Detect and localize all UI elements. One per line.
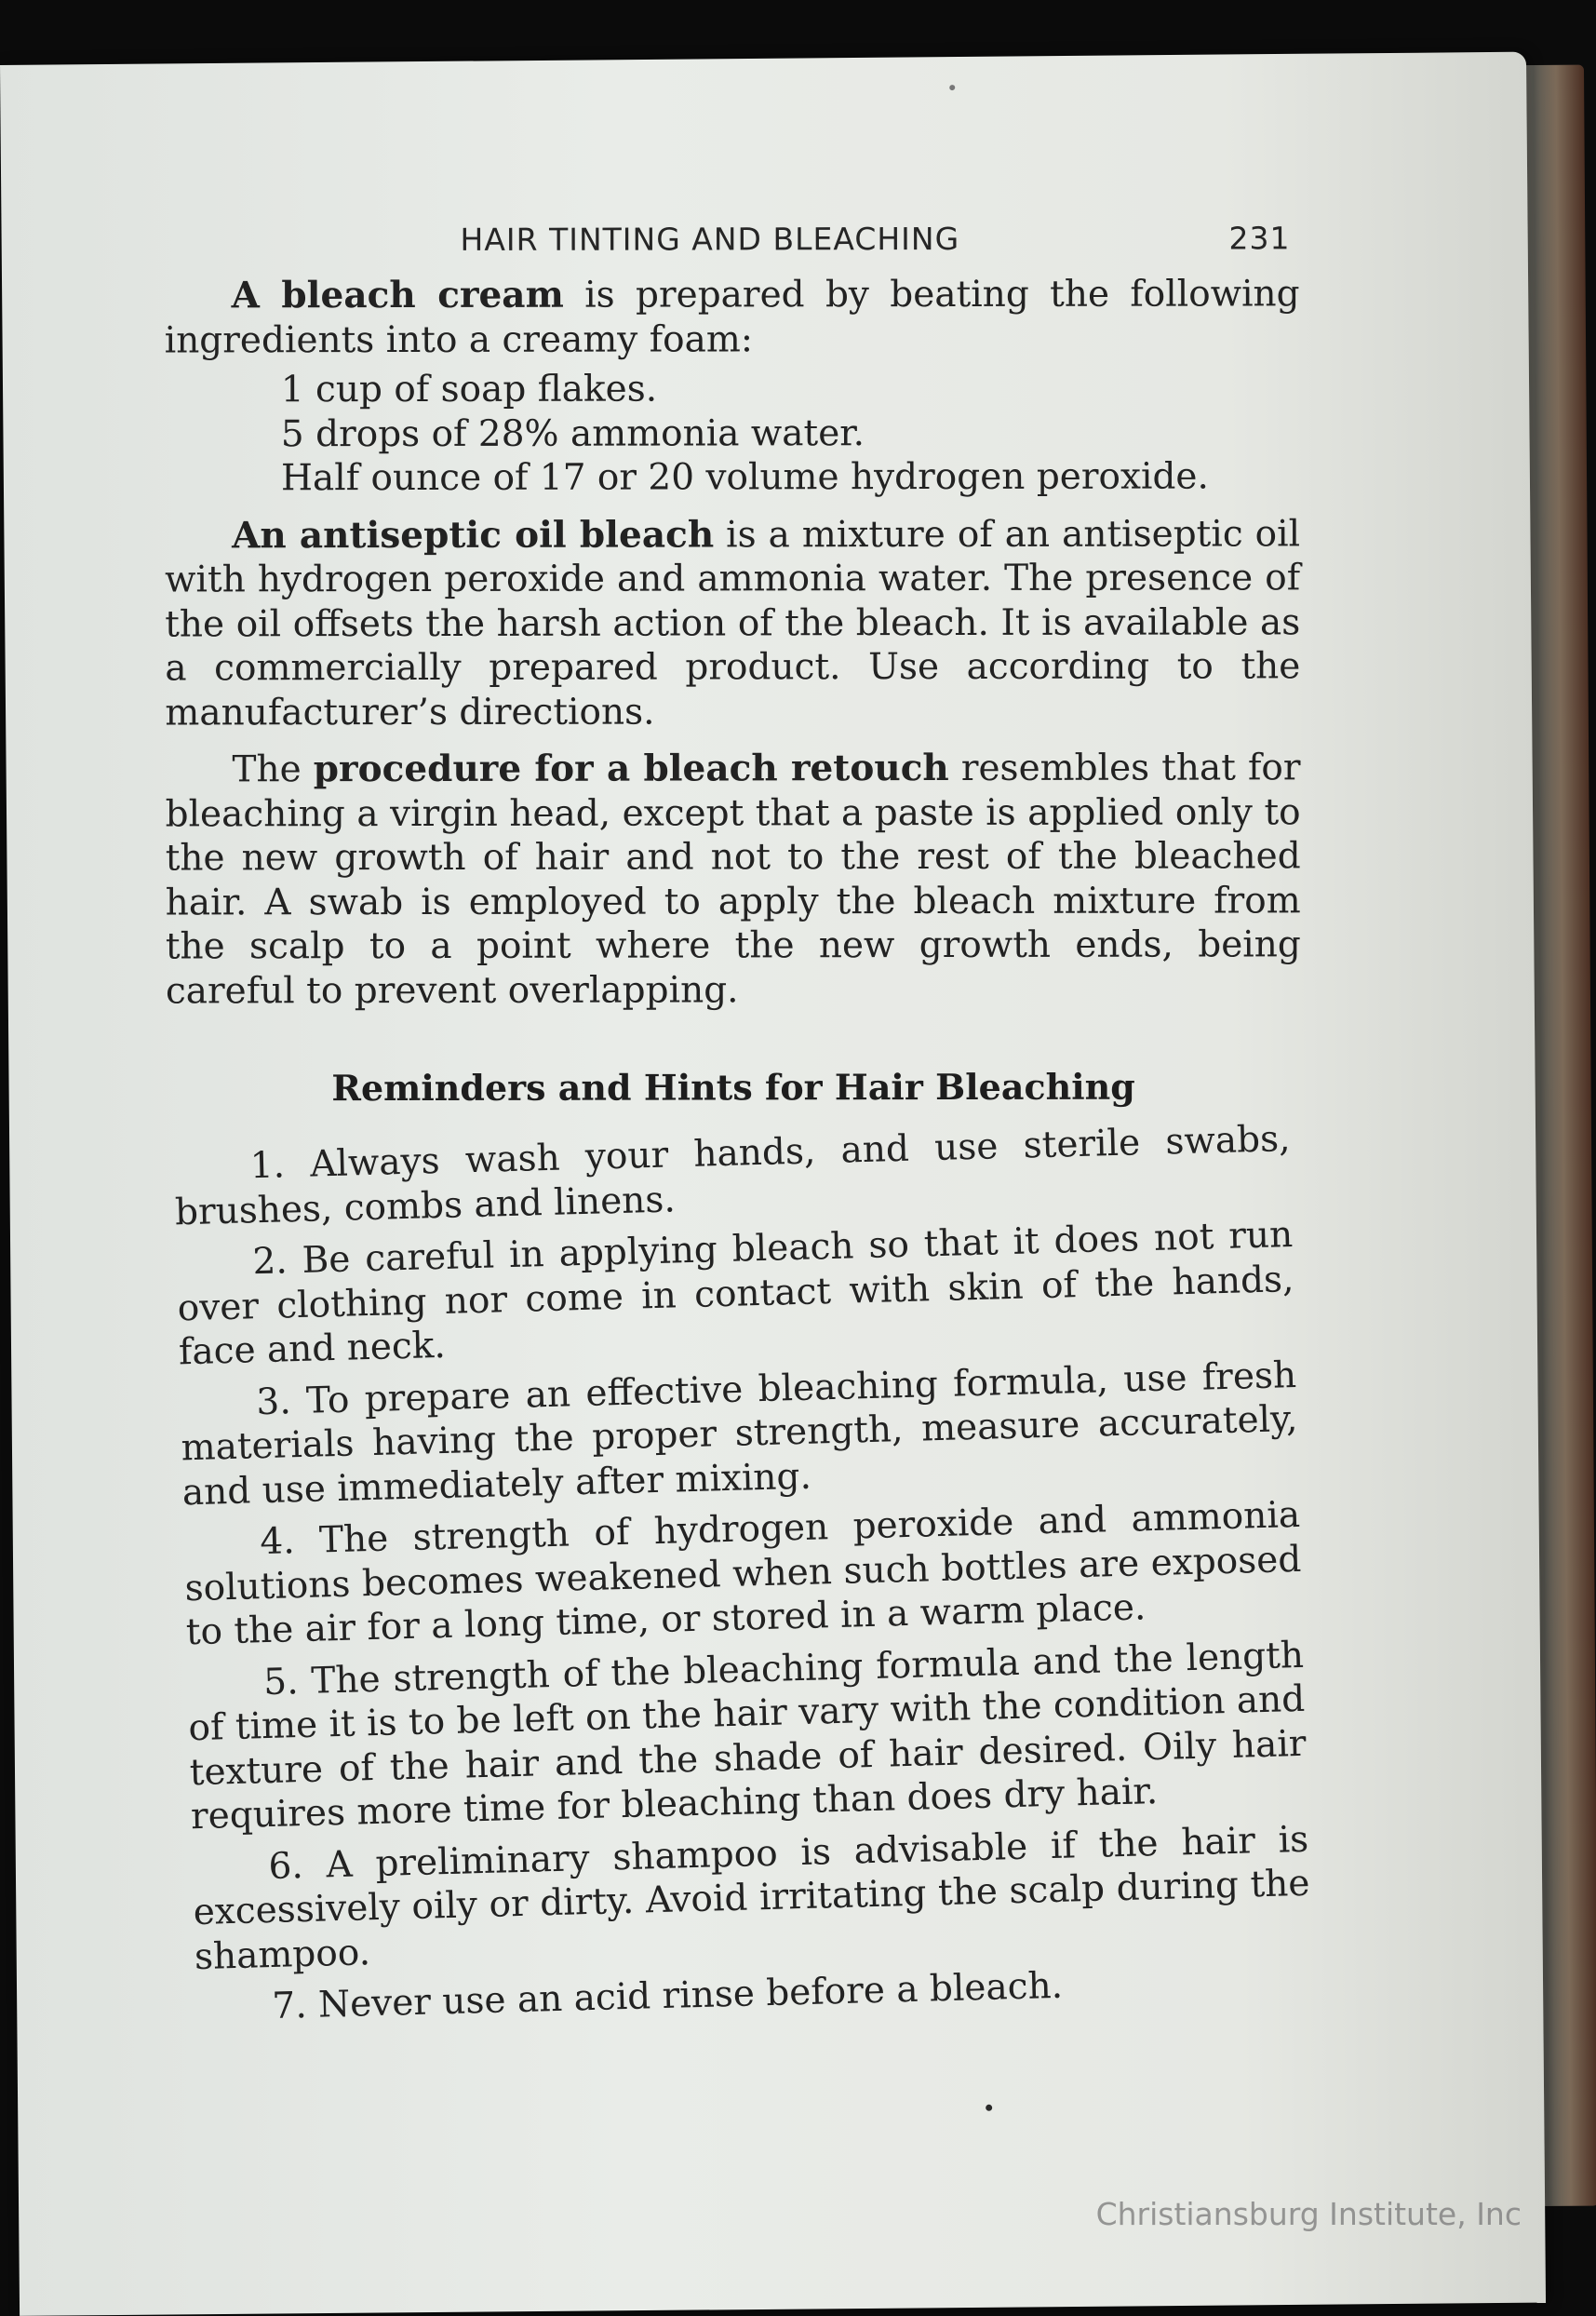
section-heading: Reminders and Hints for Hair Bleaching bbox=[331, 1065, 1135, 1110]
page-text bbox=[164, 220, 1310, 2039]
hints-list bbox=[173, 1117, 1312, 2031]
hint-item: 5. The strength of the bleaching formula and the length of time it is to be left on the hair vary with the condition and texture of the hair and the shade of hair desired. Oily hair requires more time for bleaching than does dry hair. bbox=[187, 1634, 1308, 1838]
hint-item: 3. To prepare an effective bleaching formula, use fresh materials having the proper strength, measure accurately, and use immediately after mixing. bbox=[181, 1353, 1298, 1514]
antiseptic-text: is a mixture of an antiseptic oil with hydrogen peroxide and ammonia water. The presence of the oil offsets the harsh action of the bleach. It is available as a commercially prepared product. Use according to the manufacturer’s directions. bbox=[165, 512, 1301, 734]
watermark: Christiansburg Institute, Inc bbox=[1095, 2196, 1522, 2232]
hint-item: 6. A preliminary shampoo is advisable if the hair is excessively oily or dirty. Avoid irritating the scalp during the shampoo. bbox=[193, 1818, 1310, 1978]
hint-item: 1. Always wash your hands, and use sterile swabs, brushes, combs and linens. bbox=[174, 1118, 1292, 1233]
retouch-text: resembles that for bleaching a virgin head, except that a paste is applied only to the new growth of hair and not to the rest of the bleached hair. A swab is employed to apply the bleach mixture from the scalp to a point where the new growth ends, being careful to prevent overlapping. bbox=[165, 747, 1301, 1012]
retouch-paragraph bbox=[165, 746, 1300, 1013]
formula-line: 5 drops of 28% ammonia water. bbox=[280, 411, 865, 455]
formula-line: 1 cup of soap flakes. bbox=[280, 368, 658, 411]
bleach-cream-term: A bleach cream bbox=[231, 273, 564, 317]
ink-speck bbox=[949, 85, 955, 90]
bleach-cream-paragraph bbox=[165, 272, 1300, 362]
page-number: 231 bbox=[1228, 220, 1291, 257]
antiseptic-term: An antiseptic oil bleach bbox=[232, 512, 715, 557]
running-head-title: HAIR TINTING AND BLEACHING bbox=[460, 220, 960, 258]
bleach-cream-text: is prepared by beating the following ingredients into a creamy foam: bbox=[164, 273, 1300, 361]
hint-item: 2. Be careful in applying bleach so that it does not run over clothing nor come in contact with skin of the hands, face and neck. bbox=[177, 1214, 1294, 1374]
formula-line: Half ounce of 17 or 20 volume hydrogen peroxide. bbox=[280, 455, 1209, 500]
ink-speck bbox=[986, 2105, 992, 2111]
retouch-term: procedure for a bleach retouch bbox=[313, 746, 949, 791]
antiseptic-paragraph bbox=[165, 512, 1300, 735]
hint-item: 4. The strength of hydrogen peroxide and ammonia solutions becomes weakened when such bottles are exposed to the air for a long time, or stored in a warm place. bbox=[184, 1493, 1302, 1654]
retouch-lead: The bbox=[232, 748, 314, 791]
book-page bbox=[0, 52, 1546, 2316]
hint-item: 7. Never use an acid rinse before a bleach. bbox=[271, 1964, 1064, 2027]
bleach-cream-formula bbox=[281, 366, 1300, 500]
running-head bbox=[164, 220, 1299, 266]
